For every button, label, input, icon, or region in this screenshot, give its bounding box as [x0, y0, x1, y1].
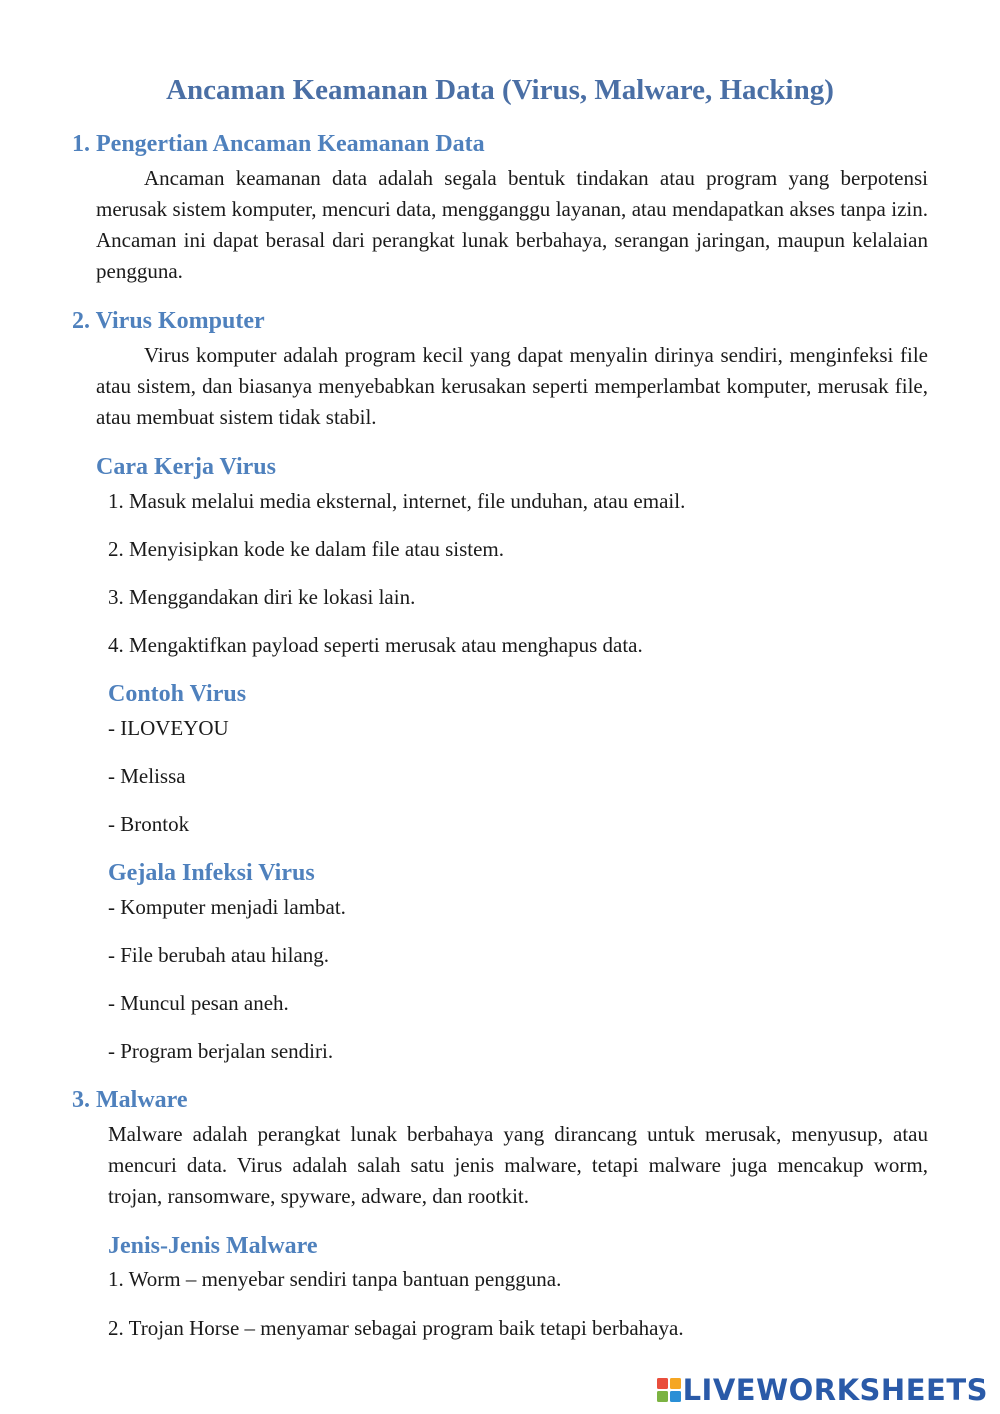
list-item: 4. Mengaktifkan payload seperti merusak atau menghapus data. [108, 633, 643, 657]
section-1-heading: 1. Pengertian Ancaman Keamanan Data [72, 131, 485, 157]
jenis-malware-heading: Jenis-Jenis Malware [108, 1233, 318, 1259]
section-3-heading: 3. Malware [72, 1087, 188, 1113]
list-item: - Program berjalan sendiri. [108, 1039, 334, 1063]
gejala-heading: Gejala Infeksi Virus [108, 860, 315, 886]
section-2-paragraph: Virus komputer adalah program kecil yang dapat menyalin dirinya sendiri, menginfeksi file atau sistem, dan biasanya menyebabkan kerusakan seperti memperlambat komputer, merusak file, atau membuat sistem tidak stabil. [96, 343, 928, 429]
liveworksheets-logo[interactable] [657, 1372, 988, 1408]
list-item: 1. Worm – menyebar sendiri tanpa bantuan pengguna. [108, 1267, 562, 1291]
list-item: - ILOVEYOU [108, 716, 229, 740]
contoh-virus-heading: Contoh Virus [108, 681, 247, 707]
logo-text: LIVEWORKSHEETS [682, 1373, 988, 1407]
list-item: 3. Menggandakan diri ke lokasi lain. [108, 585, 416, 609]
list-item: - Muncul pesan aneh. [108, 991, 289, 1015]
page-title: Ancaman Keamanan Data (Virus, Malware, Hacking) [166, 74, 834, 106]
list-item: 2. Menyisipkan kode ke dalam file atau sistem. [108, 537, 504, 561]
section-1-paragraph: Ancaman keamanan data adalah segala bentuk tindakan atau program yang berpotensi merusak sistem komputer, mencuri data, mengganggu layanan, atau mendapatkan akses tanpa izin. Ancaman ini dapat berasal dari perangkat lunak berbahaya, serangan jaringan, maupun kelalaian pengguna. [96, 166, 928, 283]
liveworksheets-icon [657, 1378, 681, 1402]
list-item: 2. Trojan Horse – menyamar sebagai program baik tetapi berbahaya. [108, 1316, 684, 1340]
list-item: - Komputer menjadi lambat. [108, 895, 346, 919]
cara-kerja-heading: Cara Kerja Virus [96, 454, 276, 480]
list-item: 1. Masuk melalui media eksternal, internet, file unduhan, atau email. [108, 489, 686, 513]
section-3-paragraph: Malware adalah perangkat lunak berbahaya yang dirancang untuk merusak, menyusup, atau mencuri data. Virus adalah salah satu jenis malware, tetapi malware juga mencakup worm, trojan, ransomware, spyware, adware, dan rootkit. [108, 1122, 928, 1208]
list-item: - Brontok [108, 812, 190, 836]
section-2-heading: 2. Virus Komputer [72, 308, 265, 334]
list-item: - File berubah atau hilang. [108, 943, 330, 967]
list-item: - Melissa [108, 764, 186, 788]
